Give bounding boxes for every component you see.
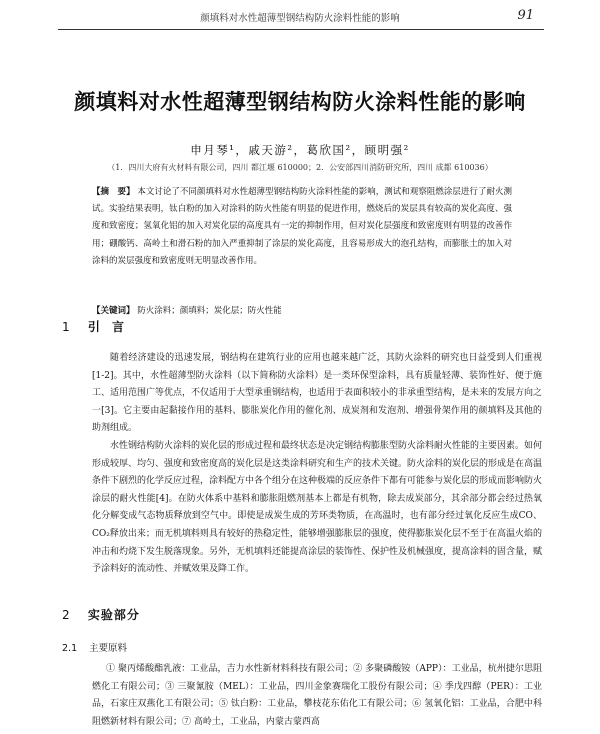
section-heading-experimental xyxy=(62,606,140,623)
abstract-label: 【摘 要】 xyxy=(92,187,135,197)
paragraph-text: 水性钢结构防火涂料的炭化层的形成过程和最终状态是决定钢结构膨胀型防火涂料耐火性能的主要因素。如何形成较厚、均匀、强度和致密度高的炭化层是这类涂料研究和生产的技术关键。防火涂料的炭化层的形成是在高温条件下剧烈的化学反应过程，涂料配方中各个组分在这种极端的反应条件下都有可能参与炭化层的形成而影响防火涂层的耐火性能[4]。在防火体系中基料和膨胀阻燃剂基本上都是有机物，除去成炭部分，其余部分都会经过热氧化分解变成气态物质释放到空气中。即使是成炭生成的芳环类物质，在高温时，也有部分经过氧化反应生成CO、CO₂释放出来；而无机填料则具有较好的热稳定性，能够增强膨胀层的强度，使得膨胀炭化层不至于在高温火焰的冲击和灼烧下发生脱落现象。另外，无机填料还能提高涂层的装饰性、保护性及机械强度，提高涂料的固含量，赋予涂料好的流动性、并赋效果及降工作。 xyxy=(92,441,543,575)
abstract-text: 本文讨论了不同颜填料对水性超薄型钢结构防火涂料性能的影响，测试和观察阻燃涂层进行了耐火测试。实验结果表明，钛白粉的加入对涂料的防火性能有明显的促进作用，燃烧后的炭层具有较高的炭化高度、强度和致密度；氢氧化铝的加入对炭化层的高度具有一定的抑制作用，但对炭化层强度和致密度则有明显的改善作用；硼酸钙、高岭土和滑石粉的加入严重抑制了涂层的炭化高度，且容易形成大的泡孔结构，而膨胀土的加入对涂料的炭层强度和致密度则无明显改善作用。 xyxy=(92,187,512,266)
section-number: 1 xyxy=(62,320,70,334)
materials-text: ① 聚丙烯酸酯乳液：工业品，吉力水性新材料科技有限公司；② 多聚磷酸铵（APP）：工业品，杭州捷尔思阻燃化工有限公司；③ 三聚氰胺（MEL）：工业品，四川金象赛瑞化工股份有限公司；④ 季戊四醇（PER）：工业品，石家庄双燕化工有限公司；⑤ 钛白粉：工业品，攀枝花东佑化工有限公司；⑥ 氢氧化铝：工业品，合肥中科阻燃新材料有限公司；⑦ 高岭土，工业品，内蒙古蒙西高 xyxy=(92,664,542,727)
subsection-title: 主要原料 xyxy=(89,643,128,654)
paragraph xyxy=(92,350,542,438)
page-number: 91 xyxy=(517,8,534,23)
section-number: 2 xyxy=(62,608,70,622)
keywords-text: 防火涂料；颜填料；炭化层；防火性能 xyxy=(137,306,282,316)
running-head xyxy=(0,8,600,26)
affiliation: （1．四川大府有火材料有限公司，四川 都江堰 610000；2．公安部四川消防研究所，四川 成都 610036） xyxy=(107,163,493,172)
paper-title: 颜填料对水性超薄型钢结构防火涂料性能的影响 xyxy=(74,90,526,114)
keywords-label: 【关键词】 xyxy=(92,306,135,316)
subsection-heading xyxy=(62,640,127,654)
section-heading-intro xyxy=(62,318,128,335)
subsection-number: 2.1 xyxy=(62,643,78,654)
materials-list xyxy=(92,661,542,731)
keywords xyxy=(92,304,512,318)
abstract xyxy=(92,184,512,270)
paragraph xyxy=(92,438,542,579)
section-title: 引 言 xyxy=(87,320,129,334)
header-rule xyxy=(58,29,544,30)
running-head-title: 颜填料对水性超薄型钢结构防火涂料性能的影响 xyxy=(200,13,400,24)
section-title: 实验部分 xyxy=(87,608,140,622)
author-list: 申月琴¹，戚天游²，葛欣国²，顾明强² xyxy=(190,143,410,157)
paragraph-text: 随着经济建设的迅速发展，钢结构在建筑行业的应用也越来越广泛，其防火涂料的研究也日益受到人们重视[1-2]。其中，水性超薄型防火涂料（以下简称防火涂料）是一类环保型涂料，具有质量轻薄、装饰性好、便于施工、适用范围广等优点，不仅适用于大型承重钢结构，也适用于表面积较小的非承重型结构，是未来的发展方向之一[3]。它主要由起黏接作用的基料、膨胀炭化作用的催化剂、成炭剂和发泡剂、增强骨架作用的颜填料及其他的助剂组成。 xyxy=(92,353,543,434)
